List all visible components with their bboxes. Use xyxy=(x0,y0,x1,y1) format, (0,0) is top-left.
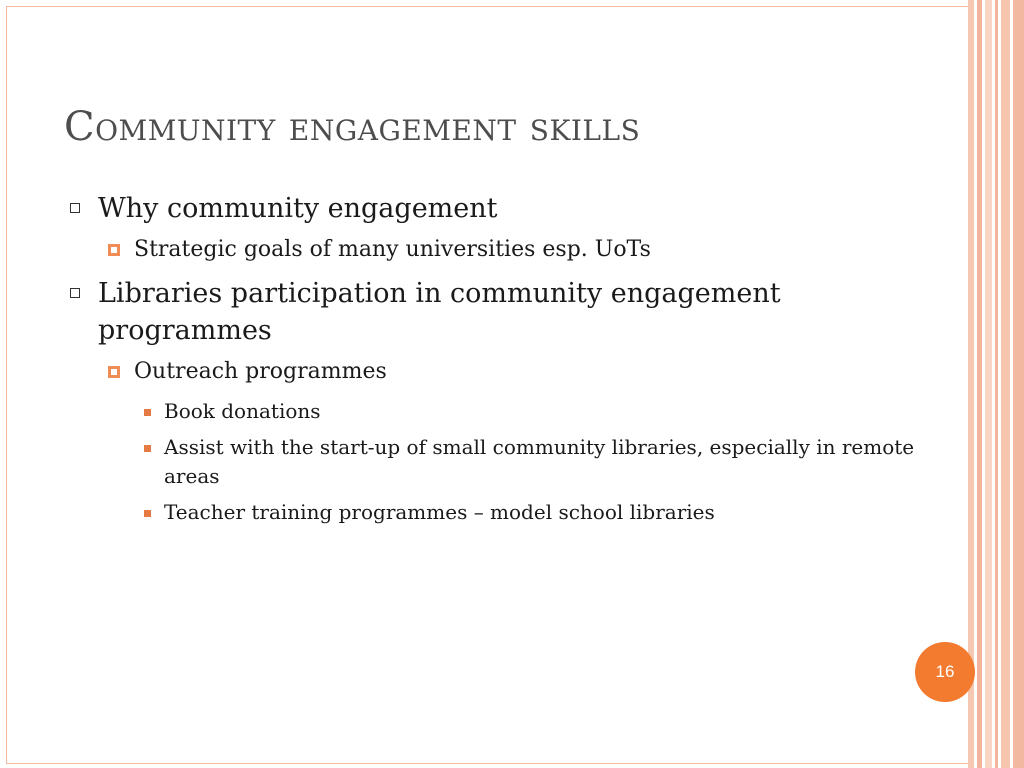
decorative-stripe xyxy=(995,0,998,768)
bullet-item xyxy=(64,190,924,227)
bullet-item xyxy=(64,357,924,387)
decorative-stripe xyxy=(977,0,982,768)
bullet-text: Teacher training programmes – model school libraries xyxy=(164,500,715,524)
hollow-square-bullet-icon xyxy=(70,203,80,213)
decorative-stripe xyxy=(985,0,992,768)
hollow-square-bullet-icon xyxy=(70,288,80,298)
decorative-stripe xyxy=(1013,0,1024,768)
bullet-text: Strategic goals of many universities esp. UoTs xyxy=(134,237,651,262)
bullet-text: Libraries participation in community engagement programmes xyxy=(98,278,781,346)
slide-number-badge: 16 xyxy=(915,642,975,702)
framed-square-bullet-icon xyxy=(108,366,120,378)
bullet-item xyxy=(64,498,924,527)
bullet-text: Assist with the start-up of small community libraries, especially in remote areas xyxy=(164,435,915,488)
slide-title: Community engagement skills xyxy=(64,104,641,150)
framed-square-bullet-icon xyxy=(108,244,120,256)
filled-square-bullet-icon xyxy=(144,409,151,416)
bullet-item xyxy=(64,235,924,265)
decorative-stripe xyxy=(1001,0,1010,768)
bullet-text: Book donations xyxy=(164,399,321,423)
bullet-list xyxy=(64,190,924,534)
filled-square-bullet-icon xyxy=(144,510,151,517)
bullet-text: Why community engagement xyxy=(98,193,498,224)
filled-square-bullet-icon xyxy=(144,445,151,452)
bullet-item xyxy=(64,275,924,349)
bullet-item xyxy=(64,397,924,426)
bullet-text: Outreach programmes xyxy=(134,359,387,384)
bullet-item xyxy=(64,433,924,491)
decorative-stripe xyxy=(968,0,974,768)
